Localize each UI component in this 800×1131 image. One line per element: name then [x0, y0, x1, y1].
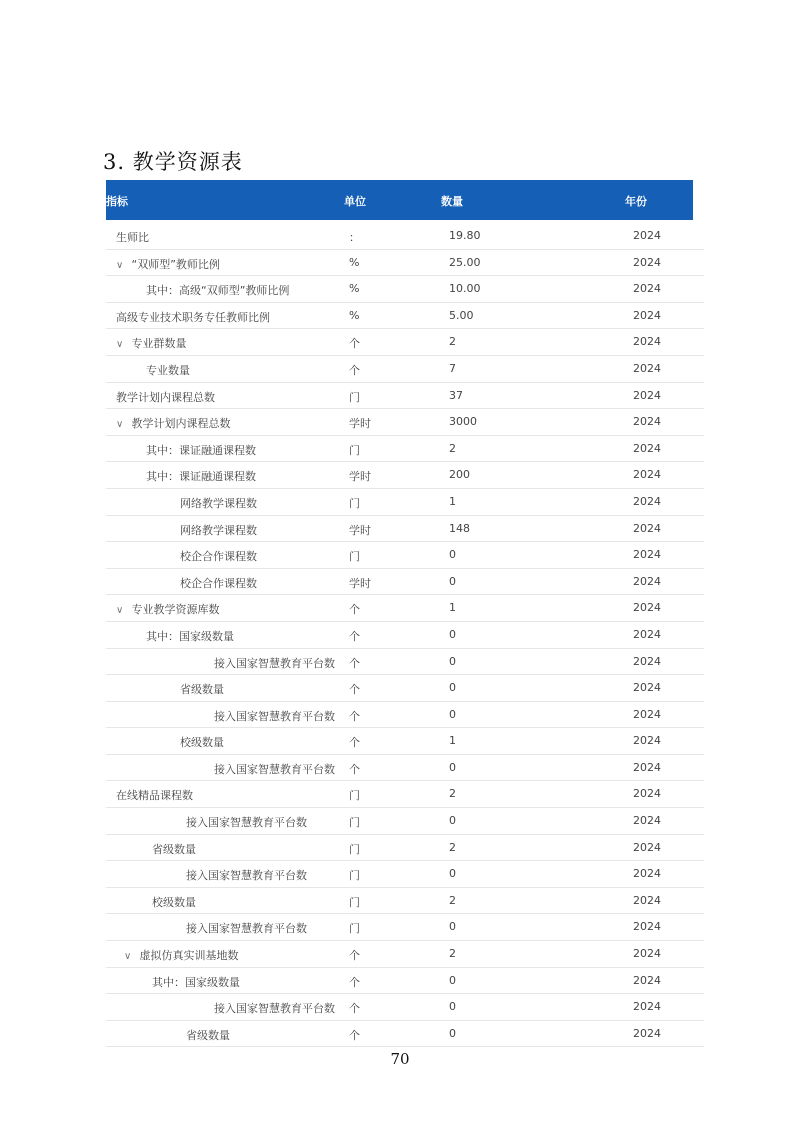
indicator-label: 专业教学资源库数	[131, 603, 220, 617]
indicator-label: 生师比	[116, 231, 149, 244]
year-cell: 2024	[633, 627, 661, 641]
year-cell: 2024	[633, 1026, 661, 1040]
quantity-cell: 0	[449, 681, 456, 695]
quantity-cell: 0	[449, 1026, 456, 1040]
indicator-cell	[116, 415, 231, 431]
quantity-cell: 0	[449, 920, 456, 934]
indicator-cell	[146, 362, 190, 378]
unit-cell: ：	[349, 231, 360, 244]
indicator-label: 其中：课证融通课程数	[146, 443, 256, 457]
unit-cell: 门	[349, 443, 360, 457]
column-header-indicator[interactable]: 指标	[106, 195, 128, 208]
indicator-label: 网络教学课程数	[180, 523, 257, 537]
table-row[interactable]	[106, 781, 704, 808]
indicator-label: 其中：国家级数量	[146, 629, 234, 643]
indicator-cell	[180, 495, 257, 511]
quantity-cell: 148	[449, 521, 470, 535]
column-header-year[interactable]: 年份	[625, 195, 647, 208]
unit-cell: 门	[349, 816, 360, 830]
quantity-cell: 2	[449, 441, 456, 455]
quantity-cell: 0	[449, 867, 456, 881]
quantity-cell: 19.80	[449, 229, 481, 242]
indicator-label: 其中：高级“双师型”教师比例	[146, 284, 290, 298]
table-row[interactable]	[106, 329, 704, 356]
table-row[interactable]	[106, 835, 704, 862]
table-body	[106, 223, 704, 1047]
year-cell: 2024	[633, 361, 661, 375]
year-cell: 2024	[633, 441, 661, 455]
year-cell: 2024	[633, 867, 661, 881]
column-header-unit[interactable]: 单位	[344, 195, 366, 208]
quantity-cell: 3000	[449, 415, 477, 429]
indicator-label: 其中：课证融通课程数	[146, 470, 256, 484]
quantity-cell: 0	[449, 973, 456, 987]
year-cell: 2024	[633, 468, 661, 482]
unit-cell: 个	[349, 629, 360, 643]
year-cell: 2024	[633, 308, 661, 322]
year-cell: 2024	[633, 521, 661, 535]
unit-cell: 个	[349, 683, 360, 697]
quantity-cell: 7	[449, 361, 456, 375]
table-row[interactable]	[106, 542, 704, 569]
quantity-cell: 0	[449, 627, 456, 641]
chevron-down-icon[interactable]: ∨	[116, 339, 124, 351]
indicator-cell	[186, 1027, 230, 1043]
table-row[interactable]	[106, 914, 704, 941]
table-row[interactable]	[106, 250, 704, 277]
indicator-label: 接入国家智慧教育平台数	[186, 922, 307, 936]
year-cell: 2024	[633, 574, 661, 588]
indicator-cell	[214, 761, 335, 777]
indicator-cell	[186, 867, 307, 883]
table-row[interactable]	[106, 569, 704, 596]
quantity-cell: 0	[449, 760, 456, 774]
quantity-cell: 0	[449, 574, 456, 588]
indicator-cell	[116, 309, 270, 325]
indicator-cell	[152, 974, 240, 990]
quantity-cell: 2	[449, 787, 456, 801]
unit-cell: 学时	[349, 576, 371, 590]
indicator-label: 接入国家智慧教育平台数	[214, 1002, 335, 1016]
year-cell: 2024	[633, 947, 661, 961]
year-cell: 2024	[633, 814, 661, 828]
quantity-cell: 0	[449, 814, 456, 828]
table-row[interactable]	[106, 595, 704, 622]
year-cell: 2024	[633, 840, 661, 854]
indicator-cell	[146, 628, 234, 644]
column-header-quantity[interactable]: 数量	[441, 195, 463, 208]
table-row[interactable]	[106, 861, 704, 888]
unit-cell: %	[349, 255, 360, 269]
chevron-down-icon[interactable]: ∨	[116, 605, 124, 617]
chevron-down-icon[interactable]: ∨	[116, 419, 124, 431]
unit-cell: 门	[349, 895, 360, 909]
indicator-label: 其中：国家级数量	[152, 975, 240, 989]
table-header	[106, 180, 693, 220]
quantity-cell: 25.00	[449, 255, 481, 269]
unit-cell: 个	[349, 709, 360, 723]
unit-cell: 学时	[349, 470, 371, 484]
year-cell: 2024	[633, 1000, 661, 1014]
quantity-cell: 2	[449, 893, 456, 907]
indicator-label: 省级数量	[152, 842, 196, 856]
unit-cell: %	[349, 308, 360, 322]
unit-cell: 门	[349, 789, 360, 803]
year-cell: 2024	[633, 973, 661, 987]
table-row[interactable]	[106, 808, 704, 835]
unit-cell: 个	[349, 762, 360, 776]
table-row[interactable]	[106, 356, 704, 383]
year-cell: 2024	[633, 734, 661, 748]
year-cell: 2024	[633, 601, 661, 615]
indicator-cell	[186, 920, 307, 936]
indicator-label: 接入国家智慧教育平台数	[186, 816, 307, 830]
unit-cell: 个	[349, 363, 360, 377]
quantity-cell: 1	[449, 734, 456, 748]
indicator-cell	[214, 655, 335, 671]
page-number: 70	[390, 1050, 410, 1068]
indicator-label: 在线精品课程数	[116, 789, 193, 803]
table-row[interactable]	[106, 303, 704, 330]
indicator-label: 虚拟仿真实训基地数	[139, 949, 239, 963]
year-cell: 2024	[633, 548, 661, 562]
unit-cell: 门	[349, 496, 360, 510]
indicator-label: 校级数量	[180, 736, 224, 750]
year-cell: 2024	[633, 494, 661, 508]
teaching-resources-table	[106, 180, 704, 1047]
indicator-cell	[116, 256, 220, 272]
year-cell: 2024	[633, 415, 661, 429]
indicator-label: 教学计划内课程总数	[116, 390, 215, 404]
unit-cell: 个	[349, 337, 360, 351]
quantity-cell: 1	[449, 494, 456, 508]
indicator-cell	[146, 468, 256, 484]
indicator-label: 校级数量	[152, 895, 196, 909]
table-row[interactable]	[106, 436, 704, 463]
table-row[interactable]	[106, 888, 704, 915]
indicator-label: 校企合作课程数	[180, 550, 257, 564]
indicator-cell	[214, 708, 335, 724]
table-row[interactable]	[106, 622, 704, 649]
indicator-cell	[124, 947, 239, 963]
table-row[interactable]	[106, 1021, 704, 1048]
year-cell: 2024	[633, 229, 661, 242]
unit-cell: 门	[349, 922, 360, 936]
chevron-down-icon[interactable]: ∨	[116, 259, 124, 271]
year-cell: 2024	[633, 707, 661, 721]
indicator-cell	[180, 548, 257, 564]
year-cell: 2024	[633, 282, 661, 296]
indicator-cell	[116, 229, 149, 245]
table-row[interactable]	[106, 728, 704, 755]
indicator-cell	[146, 282, 289, 298]
year-cell: 2024	[633, 255, 661, 269]
indicator-label: 接入国家智慧教育平台数	[214, 656, 335, 670]
table-row[interactable]	[106, 276, 704, 303]
indicator-cell	[180, 575, 257, 591]
indicator-label: 教学计划内课程总数	[131, 417, 231, 431]
indicator-cell	[146, 442, 256, 458]
indicator-label: 省级数量	[180, 683, 224, 697]
year-cell: 2024	[633, 681, 661, 695]
indicator-cell	[186, 814, 307, 830]
indicator-label: 专业数量	[146, 363, 190, 377]
quantity-cell: 200	[449, 468, 470, 482]
table-row[interactable]	[106, 994, 704, 1021]
unit-cell: 学时	[349, 523, 371, 537]
unit-cell: 个	[349, 975, 360, 989]
table-row[interactable]	[106, 489, 704, 516]
chevron-down-icon[interactable]: ∨	[124, 951, 132, 963]
unit-cell: 门	[349, 869, 360, 883]
indicator-cell	[152, 894, 196, 910]
table-row[interactable]	[106, 755, 704, 782]
table-row[interactable]	[106, 702, 704, 729]
table-row[interactable]	[106, 941, 704, 968]
quantity-cell: 2	[449, 840, 456, 854]
table-row[interactable]	[106, 223, 704, 250]
indicator-label: 高级专业技术职务专任教师比例	[116, 310, 270, 324]
quantity-cell: 2	[449, 335, 456, 349]
quantity-cell: 0	[449, 548, 456, 562]
unit-cell: 个	[349, 736, 360, 750]
quantity-cell: 2	[449, 947, 456, 961]
indicator-cell	[116, 335, 187, 351]
year-cell: 2024	[633, 335, 661, 349]
year-cell: 2024	[633, 920, 661, 934]
section-heading: 3. 教学资源表	[103, 150, 243, 174]
unit-cell: 学时	[349, 417, 371, 431]
quantity-cell: 0	[449, 1000, 456, 1014]
unit-cell: 个	[349, 1002, 360, 1016]
quantity-cell: 0	[449, 654, 456, 668]
quantity-cell: 5.00	[449, 308, 474, 322]
table-row[interactable]	[106, 383, 704, 410]
indicator-label: 接入国家智慧教育平台数	[186, 869, 307, 883]
indicator-cell	[180, 734, 224, 750]
unit-cell: 门	[349, 550, 360, 564]
table-row[interactable]	[106, 968, 704, 995]
indicator-cell	[180, 681, 224, 697]
quantity-cell: 0	[449, 707, 456, 721]
unit-cell: 个	[349, 603, 360, 617]
year-cell: 2024	[633, 893, 661, 907]
table-row[interactable]	[106, 649, 704, 676]
unit-cell: 个	[349, 656, 360, 670]
quantity-cell: 10.00	[449, 282, 481, 296]
year-cell: 2024	[633, 760, 661, 774]
quantity-cell: 37	[449, 388, 463, 402]
table-row[interactable]	[106, 675, 704, 702]
quantity-cell: 1	[449, 601, 456, 615]
table-row[interactable]	[106, 409, 704, 436]
year-cell: 2024	[633, 654, 661, 668]
indicator-label: 专业群数量	[131, 337, 187, 351]
unit-cell: 个	[349, 949, 360, 963]
indicator-cell	[116, 389, 215, 405]
unit-cell: 个	[349, 1028, 360, 1042]
indicator-label: 接入国家智慧教育平台数	[214, 762, 335, 776]
indicator-cell	[152, 841, 196, 857]
year-cell: 2024	[633, 388, 661, 402]
unit-cell: 门	[349, 842, 360, 856]
indicator-cell	[116, 601, 220, 617]
unit-cell: %	[349, 282, 360, 296]
indicator-cell	[180, 522, 257, 538]
indicator-cell	[214, 1000, 335, 1016]
indicator-cell	[116, 787, 193, 803]
indicator-label: “双师型”教师比例	[131, 257, 220, 271]
year-cell: 2024	[633, 787, 661, 801]
table-row[interactable]	[106, 462, 704, 489]
unit-cell: 门	[349, 390, 360, 404]
indicator-label: 省级数量	[186, 1028, 230, 1042]
indicator-label: 校企合作课程数	[180, 576, 257, 590]
table-row[interactable]	[106, 516, 704, 543]
indicator-label: 网络教学课程数	[180, 496, 257, 510]
indicator-label: 接入国家智慧教育平台数	[214, 709, 335, 723]
